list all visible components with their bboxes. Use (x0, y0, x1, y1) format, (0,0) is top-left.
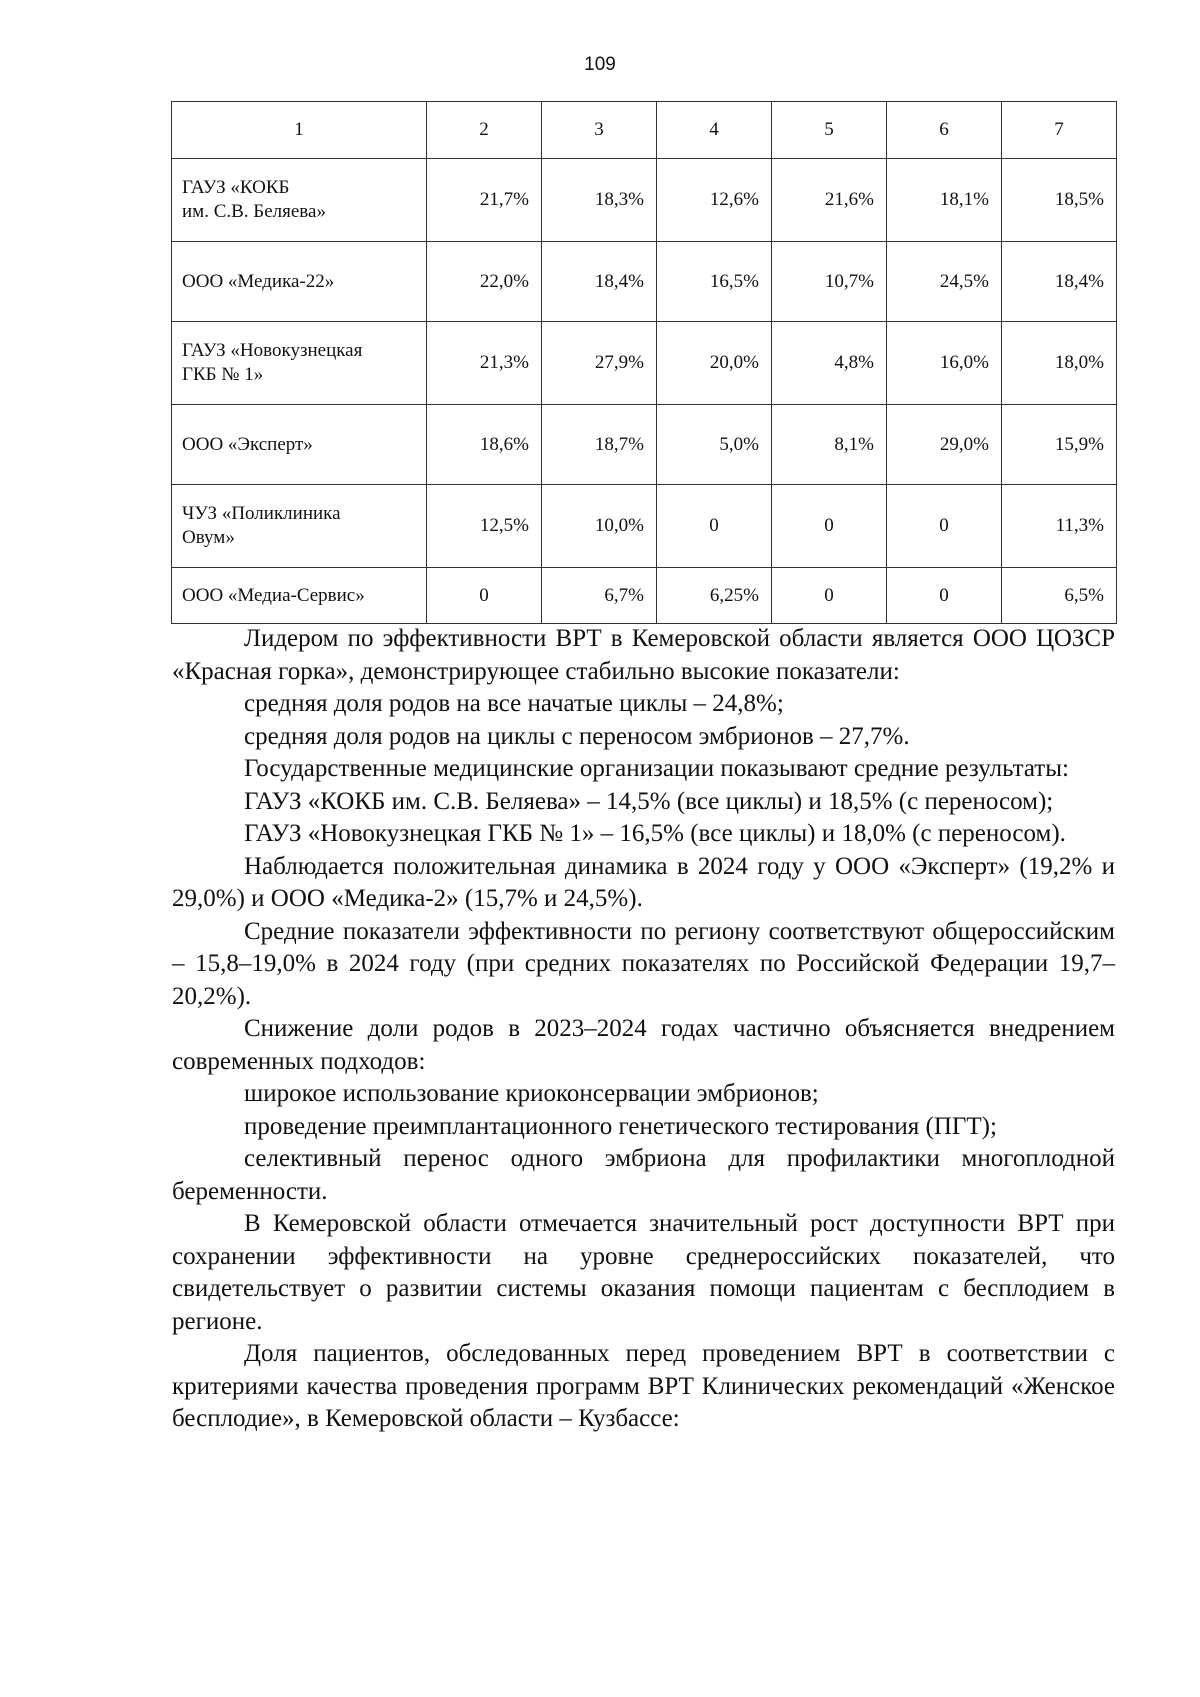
table-row (172, 322, 1117, 405)
table-cell: 21,7% (427, 159, 542, 242)
list-item: средняя доля родов на все начатые циклы – 24,8%; (244, 690, 784, 717)
table-cell: 22,0% (427, 242, 542, 322)
paragraph: Наблюдается положительная динамика в 2024 году у ООО «Эксперт» (19,2% и 29,0%) и ООО «Медика-2» (15,7% и 24,5%). (172, 852, 1115, 912)
organization-name: ООО «Эксперт» (172, 405, 427, 485)
page-number: 109 (584, 54, 616, 75)
list-item: средняя доля родов на циклы с переносом эмбрионов – 27,7%. (244, 722, 910, 750)
column-header: 2 (427, 102, 542, 159)
paragraph: Доля пациентов, обследованных перед проведением ВРТ в соответствии с критериями качества проведения программ ВРТ Клинических рекомендаций «Женское бесплодие», в Кемеровской области – Кузбассе: (172, 1340, 1115, 1432)
table-cell: 20,0% (657, 322, 772, 405)
efficiency-table (171, 101, 1117, 624)
organization-name: ЧУЗ «Поликлиника Овум» (172, 485, 427, 568)
organization-name: ООО «Медиа-Сервис» (172, 568, 427, 624)
table-cell: 24,5% (887, 242, 1002, 322)
table-cell: 18,4% (542, 242, 657, 322)
paragraph: Средние показатели эффективности по региону соответствуют общероссийским – 15,8–19,0% в 2024 году (при средних показателях по Российской Федерации 19,7–20,2%). (172, 917, 1115, 1010)
table-row (172, 485, 1117, 568)
table-cell: 16,0% (887, 322, 1002, 405)
paragraph: Лидером по эффективности ВРТ в Кемеровской области является ООО ЦОЗСР «Красная горка», демонстрирующее стабильно высокие показатели: (172, 625, 1115, 685)
table-cell: 18,4% (1002, 242, 1117, 322)
table-cell: 6,25% (657, 568, 772, 624)
table-cell: 18,6% (427, 405, 542, 485)
paragraph: Снижение доли родов в 2023–2024 годах частично объясняется внедрением современных подходов: (172, 1015, 1115, 1075)
table-cell: 15,9% (1002, 405, 1117, 485)
column-header: 1 (172, 102, 427, 159)
column-header: 6 (887, 102, 1002, 159)
column-header: 5 (772, 102, 887, 159)
column-header: 4 (657, 102, 772, 159)
body-text (172, 623, 1115, 1436)
organization-name: ГАУЗ «Новокузнецкая ГКБ № 1» (172, 322, 427, 405)
table-cell: 16,5% (657, 242, 772, 322)
table-cell: 0 (887, 568, 1002, 624)
table-cell: 11,3% (1002, 485, 1117, 568)
organization-name: ООО «Медика-22» (172, 242, 427, 322)
table-cell: 18,5% (1002, 159, 1117, 242)
table-cell: 18,0% (1002, 322, 1117, 405)
table-cell: 0 (887, 485, 1002, 568)
table-row (172, 568, 1117, 624)
table-cell: 27,9% (542, 322, 657, 405)
table-row (172, 242, 1117, 322)
table-cell: 18,1% (887, 159, 1002, 242)
table-cell: 0 (772, 485, 887, 568)
table-cell: 10,7% (772, 242, 887, 322)
table-cell: 0 (772, 568, 887, 624)
table-cell: 10,0% (542, 485, 657, 568)
table-row (172, 159, 1117, 242)
list-item: ГАУЗ «КОКБ им. С.В. Беляева» – 14,5% (все циклы) и 18,5% (с переносом); (244, 787, 1054, 815)
paragraph: В Кемеровской области отмечается значительный рост доступности ВРТ при сохранении эффективности на уровне среднероссийских показателей, что свидетельствует о развитии системы оказания помощи пациентам с бесплодием в регионе. (172, 1210, 1115, 1335)
table-cell: 21,3% (427, 322, 542, 405)
table-cell: 18,3% (542, 159, 657, 242)
list-item: широкое использование криоконсервации эмбрионов; (244, 1080, 819, 1107)
table-cell: 5,0% (657, 405, 772, 485)
list-item: ГАУЗ «Новокузнецкая ГКБ № 1» – 16,5% (все циклы) и 18,0% (с переносом). (244, 820, 1066, 847)
table-cell: 21,6% (772, 159, 887, 242)
list-item: селективный перенос одного эмбриона для профилактики многоплодной беременности. (172, 1145, 1115, 1205)
column-header: 7 (1002, 102, 1117, 159)
paragraph: Государственные медицинские организации показывают средние результаты: (244, 755, 1069, 782)
table-cell: 0 (427, 568, 542, 624)
table-cell: 29,0% (887, 405, 1002, 485)
column-header: 3 (542, 102, 657, 159)
table-cell: 6,5% (1002, 568, 1117, 624)
table-cell: 6,7% (542, 568, 657, 624)
table-cell: 4,8% (772, 322, 887, 405)
table-cell: 0 (657, 485, 772, 568)
table-row (172, 405, 1117, 485)
organization-name: ГАУЗ «КОКБ им. С.В. Беляева» (172, 159, 427, 242)
table-cell: 8,1% (772, 405, 887, 485)
table-header-row (172, 102, 1117, 159)
list-item: проведение преимплантационного генетического тестирования (ПГТ); (244, 1112, 997, 1140)
table-cell: 12,6% (657, 159, 772, 242)
table-cell: 18,7% (542, 405, 657, 485)
table-cell: 12,5% (427, 485, 542, 568)
